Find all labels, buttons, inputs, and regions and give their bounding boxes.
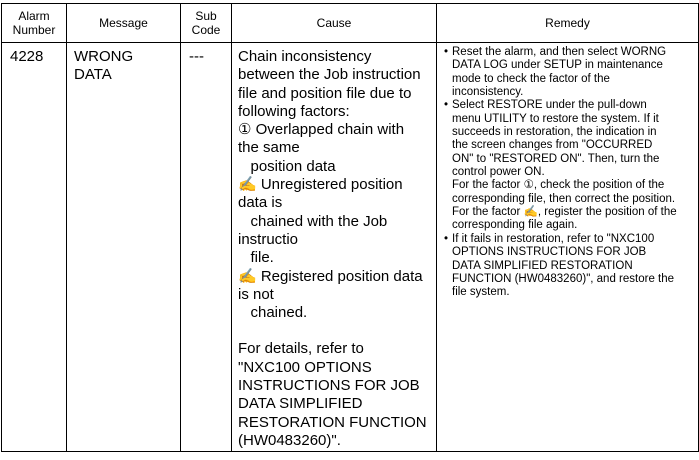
header-alarm-number-line: Number [12,23,56,37]
header-row [2,4,699,43]
cause-cell [232,43,437,452]
cause-line: file. [238,249,274,267]
cause-line: chained with the Job [238,212,388,230]
remedy-line: the screen changes from "OCCURRED [452,139,653,152]
message-cell [67,43,181,452]
cause-details [238,340,434,450]
remedy-line: mode to check the factor of the [452,72,610,85]
cause-line: is not [238,285,274,303]
cause-detail-line: (HW0483260)". [238,431,341,449]
header-remedy-label: Remedy [545,16,590,30]
remedy-line: corresponding file again. [452,219,578,232]
header-alarm-number [2,4,67,43]
header-sub-code-line: Sub [195,9,217,23]
cause-detail-line: For details, refer to [238,340,364,358]
remedy-line: menu UTILITY to restore the system. If it [452,112,659,125]
cause-line: chained. [238,304,308,322]
header-message-label: Message [99,16,148,30]
remedy-item [444,233,696,300]
remedy-line: file system. [452,286,510,299]
remedy-item [444,99,696,232]
cause-detail-line: "NXC100 OPTIONS [238,358,372,376]
remedy-cell [437,43,699,452]
remedy-line: FUNCTION (HW0483260)", and restore the [452,272,675,285]
cause-detail-line: DATA SIMPLIFIED [238,395,363,413]
remedy-item [444,46,696,99]
bullet-icon: • [444,99,449,112]
remedy-line: succeeds in restoration, the indication in [452,126,657,139]
remedy-line: DATA SIMPLIFIED RESTORATION [452,259,633,272]
message-line: WRONG [74,48,134,65]
header-cause-label: Cause [316,16,352,30]
header-sub-code-line: Code [191,23,221,37]
cause-line: file and position file due to [238,84,412,102]
remedy-line: corresponding file, then correct the position. [452,192,676,205]
bullet-icon: • [444,232,449,245]
cause-detail-line: RESTORATION FUNCTION [238,413,427,431]
remedy-line: Reset the alarm, and then select WORNG [452,46,667,58]
remedy-line: control power ON. [452,166,545,179]
cause-line: the same [238,139,300,157]
header-sub-code [181,4,232,43]
alarm-number: 4228 [10,48,44,65]
header-cause [232,4,437,43]
cause-line: following factors: [238,102,350,120]
message-line: DATA [74,66,112,84]
remedy-item-text [452,46,696,99]
remedy-line: ON" to "RESTORED ON". Then, turn the [452,152,660,165]
cause-detail-line: INSTRUCTIONS FOR JOB [238,377,420,395]
remedy-list [444,46,696,300]
header-alarm-number-line: Alarm [18,9,50,23]
header-remedy [437,4,699,43]
bullet-icon: • [444,46,449,58]
cause-line: between the Job instruction [238,66,421,84]
sub-code-cell [181,43,232,452]
remedy-line: DATA LOG under SETUP in maintenance [452,59,663,72]
cause-line: ① Overlapped chain with [238,121,405,139]
cause-line: instructio [238,230,299,248]
cause-spacer [238,322,434,340]
cause-line: data is [238,194,283,212]
remedy-line: For the factor ✍, register the position of the [452,206,677,219]
cause-line: ✍ Unregistered position [238,176,403,194]
table-row [2,43,699,452]
remedy-line: If it fails in restoration, refer to "NXC100 [452,232,655,245]
cause-line: position data [238,157,336,175]
remedy-item-text [452,99,696,232]
sub-code: --- [189,48,204,65]
header-message [67,4,181,43]
cause-line: Chain inconsistency [238,48,372,65]
remedy-line: Select RESTORE under the pull-down [452,99,647,112]
remedy-line: inconsistency. [452,86,524,99]
cause-line: ✍ Registered position data [238,267,423,285]
alarm-number-cell [2,43,67,452]
remedy-line: OPTIONS INSTRUCTIONS FOR JOB [452,246,647,259]
alarm-table [1,3,699,452]
remedy-line: For the factor ①, check the position of the [452,179,665,192]
cause-text [238,48,434,322]
remedy-item-text [452,233,696,300]
